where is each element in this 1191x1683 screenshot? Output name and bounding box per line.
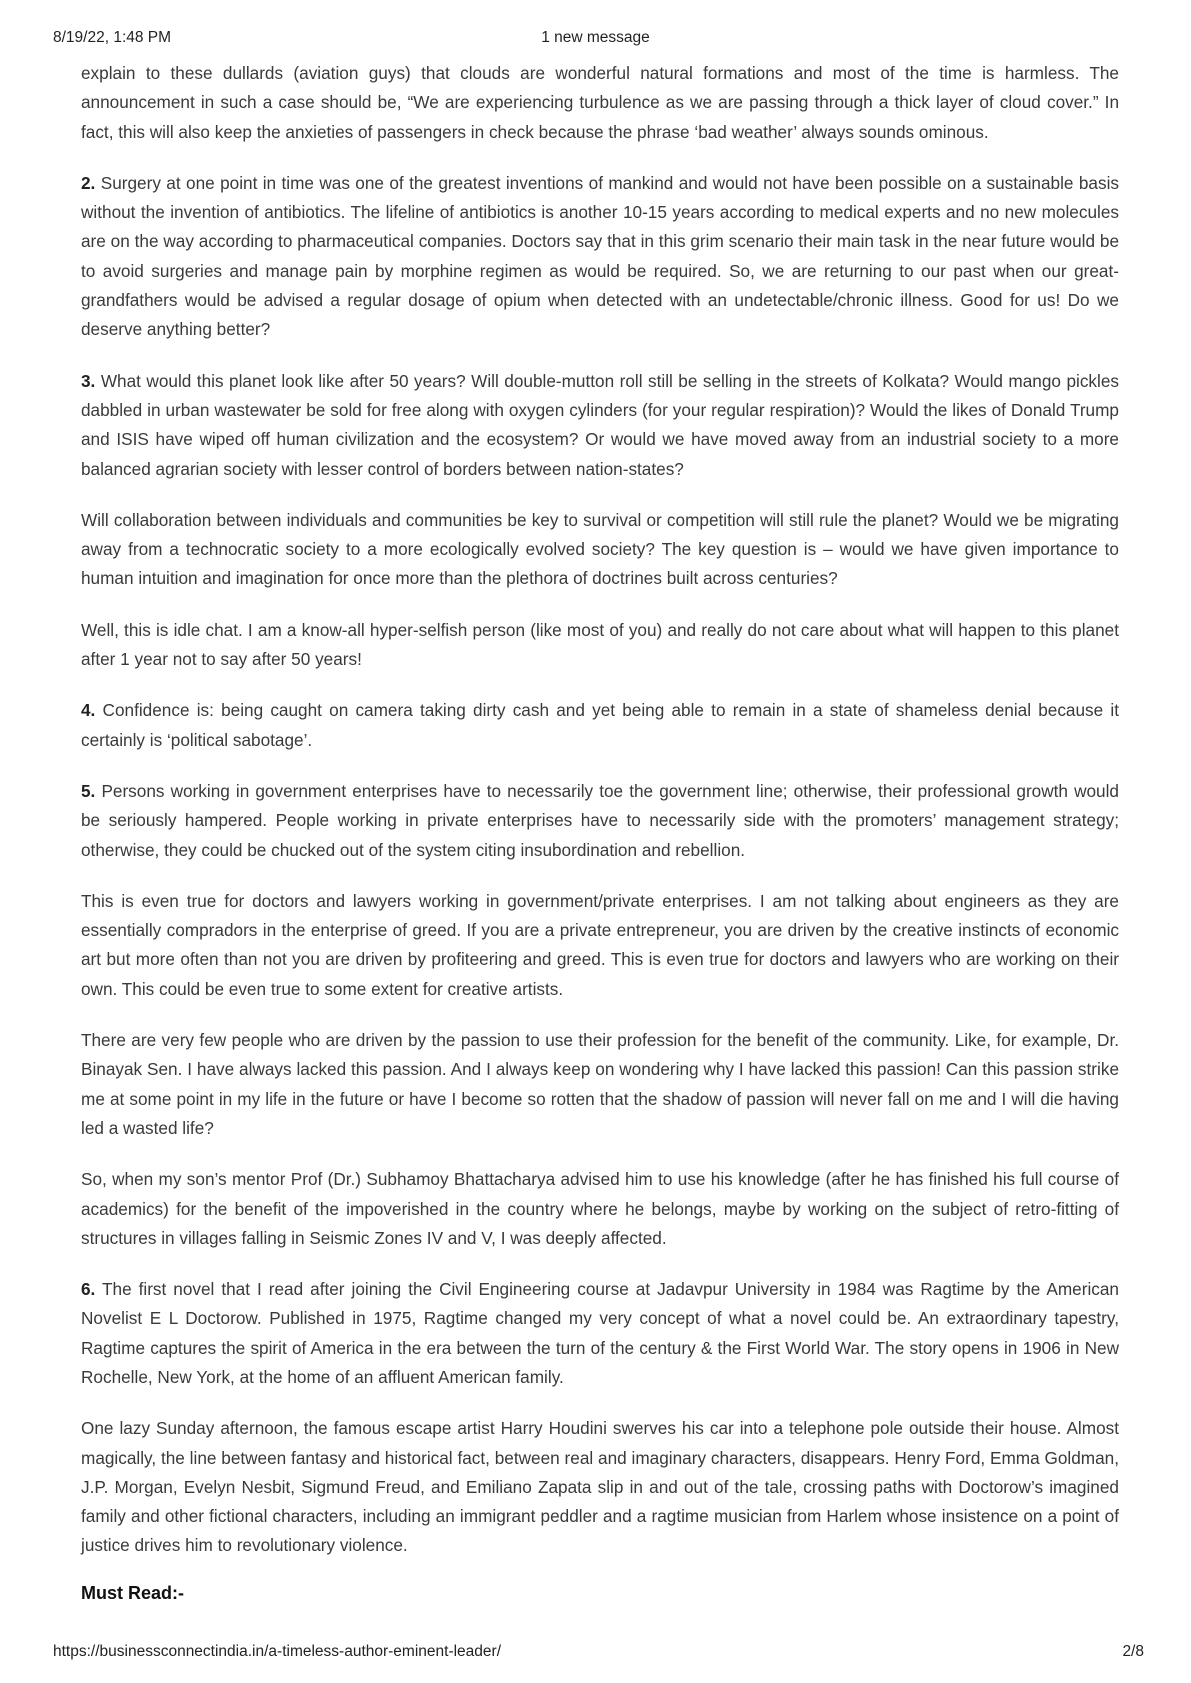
page-title: 1 new message xyxy=(541,29,650,46)
paragraph xyxy=(81,169,1119,345)
paragraph xyxy=(81,1414,1119,1560)
paragraph xyxy=(81,1026,1119,1143)
paragraph-text: Persons working in government enterprises have to necessarily toe the government line; otherwise, their professional growth would be seriously hampered. People working in private enterprises have to necessarily side with the promoters’ management strategy; otherwise, they could be chucked out of the system citing insubordination and rebellion. xyxy=(81,780,1119,860)
paragraph-text: This is even true for doctors and lawyers working in government/private enterprises. I am not talking about engineers as they are essentially compradors in the enterprise of greed. If you are a private entrepreneur, you are driven by the creative instincts of economic art but more often than not you are driven by profiteering and greed. This is even true for doctors and lawyers who are working on their own. This could be even true to some extent for creative artists. xyxy=(81,890,1119,999)
page-url: https://businessconnectindia.in/a-timeless-author-eminent-leader/ xyxy=(53,1643,502,1660)
paragraph-text: What would this planet look like after 50 years? Will double-mutton roll still be selling in the streets of Kolkata? Would mango pickles dabbled in urban wastewater be sold for free along with oxygen cylinders (for your regular respiration)? Would the likes of Donald Trump and ISIS have wiped off human civilization and the ecosystem? Or would we have moved away from an industrial society to a more balanced agrarian society with lesser control of borders between nation-states? xyxy=(81,370,1119,479)
paragraph xyxy=(81,367,1119,484)
paragraph xyxy=(81,59,1119,147)
paragraph xyxy=(81,1275,1119,1392)
paragraph-text: The first novel that I read after joining the Civil Engineering course at Jadavpur University in 1984 was Ragtime by the American Novelist E L Doctorow. Published in 1975, Ragtime changed my very concept of what a novel could be. An extraordinary tapestry, Ragtime captures the spirit of America in the era between the turn of the century & the First World War. The story opens in 1906 in New Rochelle, New York, at the home of an affluent American family. xyxy=(81,1279,1119,1387)
paragraph xyxy=(81,1165,1119,1253)
paragraph-number: 3. xyxy=(81,370,96,391)
paragraph-number: 2. xyxy=(81,172,96,193)
paragraph-number: 5. xyxy=(81,780,96,801)
paragraph xyxy=(81,506,1119,594)
paragraph xyxy=(81,887,1119,1004)
paragraph-number: 6. xyxy=(81,1279,96,1300)
must-read-heading: Must Read:- xyxy=(81,1582,184,1603)
paragraph-text: There are very few people who are driven by the passion to use their profession for the benefit of the community. Like, for example, Dr. Binayak Sen. I have always lacked this passion. And I always keep on wondering why I have lacked this passion! Can this passion strike me at some point in my life in the future or have I become so rotten that the shadow of passion will never fall on me and I will die having led a wasted life? xyxy=(81,1030,1119,1138)
paragraph xyxy=(81,777,1119,865)
print-datetime: 8/19/22, 1:48 PM xyxy=(53,29,172,46)
paragraph-text: explain to these dullards (aviation guys) that clouds are wonderful natural formations and most of the time is harmless. The announcement in such a case should be, “We are experiencing turbulence as we are passing through a thick layer of cloud cover.” In fact, this will also keep the anxieties of passengers in check because the phrase ‘bad weather’ always sounds ominous. xyxy=(81,63,1119,142)
paragraph-number: 4. xyxy=(81,700,96,721)
paragraph-text: One lazy Sunday afternoon, the famous escape artist Harry Houdini swerves his car into a telephone pole outside their house. Almost magically, the line between fantasy and historical fact, between real and imaginary characters, disappears. Henry Ford, Emma Goldman, J.P. Morgan, Evelyn Nesbit, Sigmund Freud, and Emiliano Zapata slip in and out of the tale, crossing paths with Doctorow’s imagined family and other fictional characters, including an immigrant peddler and a ragtime musician from Harlem whose insistence on a point of justice drives him to revolutionary violence. xyxy=(81,1418,1119,1556)
paragraph-text: So, when my son’s mentor Prof (Dr.) Subhamoy Bhattacharya advised him to use his knowledge (after he has finished his full course of academics) for the benefit of the impoverished in the country where he belongs, maybe by working on the subject of retro-fitting of structures in villages falling in Seismic Zones IV and V, I was deeply affected. xyxy=(81,1169,1119,1248)
paragraph xyxy=(81,616,1119,675)
article-body xyxy=(81,59,1119,1604)
paragraph-text: Confidence is: being caught on camera taking dirty cash and yet being able to remain in a state of shameless denial because it certainly is ‘political sabotage’. xyxy=(81,700,1119,750)
paragraph xyxy=(81,696,1119,755)
paragraph-text: Will collaboration between individuals and communities be key to survival or competition will still rule the planet? Would we be migrating away from a technocratic society to a more ecologically evolved society? The key question is – would we have given importance to human intuition and imagination for once more than the plethora of doctrines built across centuries? xyxy=(81,509,1119,589)
paragraph-text: Well, this is idle chat. I am a know-all hyper-selfish person (like most of you) and really do not care about what will happen to this planet after 1 year not to say after 50 years! xyxy=(81,619,1119,670)
page-number: 2/8 xyxy=(1122,1643,1144,1660)
paragraph-text: Surgery at one point in time was one of the greatest inventions of mankind and would not have been possible on a sustainable basis without the invention of antibiotics. The lifeline of antibiotics is another 10-15 years according to medical experts and no new molecules are on the way according to pharmaceutical companies. Doctors say that in this grim scenario their main task in the near future would be to avoid surgeries and manage pain by morphine regimen as would be required. So, we are returning to our past when our great-grandfathers would be advised a regular dosage of opium when detected with an undetectable/chronic illness. Good for us! Do we deserve anything better? xyxy=(81,172,1119,340)
